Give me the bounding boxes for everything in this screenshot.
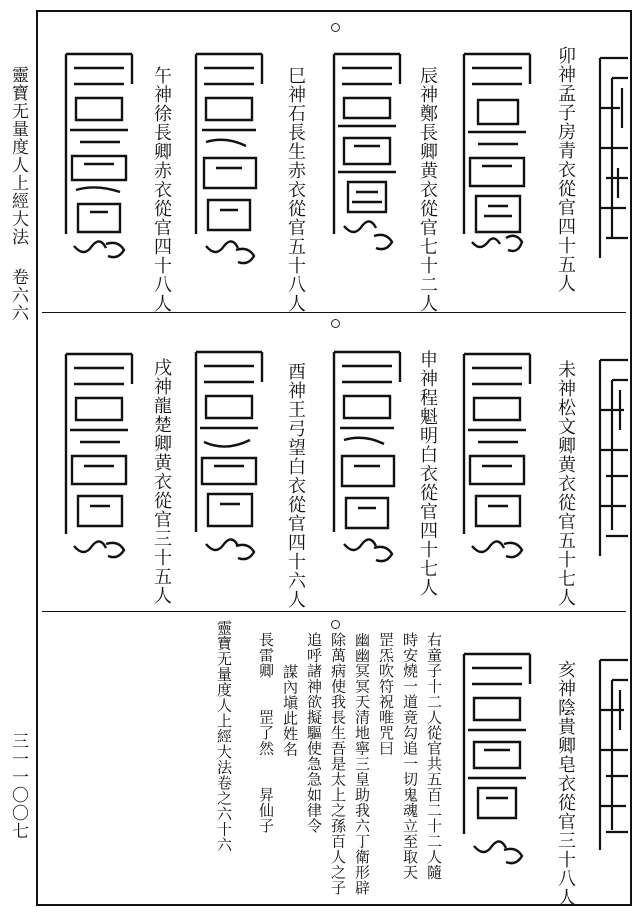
binding-hole-top — [331, 23, 340, 32]
entry-you: 酉神王弓望白衣從官四十六人 — [285, 362, 306, 609]
talisman-seal — [458, 40, 536, 270]
binding-hole-middle — [331, 319, 340, 328]
entry-xu: 戌神龍楚卿黄衣從官三十五人 — [151, 358, 172, 605]
text-column-6: 追呼諸神欲擬驅使急急如律令 — [305, 632, 323, 834]
text-column-2: 時安燒一道竟勾追一切鬼魂立至取天 — [401, 632, 419, 880]
talisman-seal — [592, 48, 632, 268]
talisman-seal — [458, 340, 536, 570]
entry-hai: 亥神陰貴卿皂衣從官三十八人 — [555, 660, 576, 907]
talisman-seal — [60, 40, 138, 270]
panel-divider-1 — [42, 312, 626, 313]
talisman-seal — [592, 650, 632, 860]
text-column-4: 幽幽冥冥天清地寧三皇助我六丁衛形辟 — [353, 632, 371, 896]
text-column-8: 長雷卿 罡了然 昇仙子 — [257, 632, 275, 834]
talisman-seal — [60, 340, 138, 570]
text-column-3: 罡炁吹符祝唯咒曰 — [377, 632, 395, 756]
entry-mao: 卯神孟子房青衣從官四十五人 — [555, 46, 576, 293]
binding-hole-bottom — [331, 620, 340, 629]
text-column-9: 靈寶无量度人上經大法卷之六十六 — [215, 620, 233, 853]
book-title: 靈寶无量度人上經大法 — [8, 66, 28, 246]
talisman-seal — [458, 640, 536, 876]
talisman-seal — [328, 40, 406, 270]
talisman-seal — [190, 40, 268, 276]
entry-wu: 午神徐長卿赤衣從官四十八人 — [151, 66, 172, 313]
entry-si: 巳神石長生赤衣從官五十八人 — [285, 66, 306, 313]
text-column-1: 右童子十二人從官共五百二十二人隨 — [425, 632, 443, 880]
volume-number: 卷六六 — [8, 268, 28, 322]
talisman-seal — [328, 338, 406, 574]
entry-wei: 未神松文卿黄衣從官五十七人 — [555, 360, 576, 607]
entry-chen: 辰神鄭長卿黄衣從官七十二人 — [417, 66, 438, 313]
panel-divider-2 — [42, 611, 626, 612]
entry-shen: 申神程魁明白衣從官四十七人 — [417, 350, 438, 597]
talisman-seal — [592, 350, 632, 566]
text-column-5: 除萬病使我長生吾是太上之孫百人之子 — [329, 632, 347, 896]
text-column-7: 謀內塡此姓名 — [281, 664, 299, 757]
talisman-seal — [190, 338, 268, 574]
page-number: 三一一〇〇七 — [8, 732, 28, 840]
